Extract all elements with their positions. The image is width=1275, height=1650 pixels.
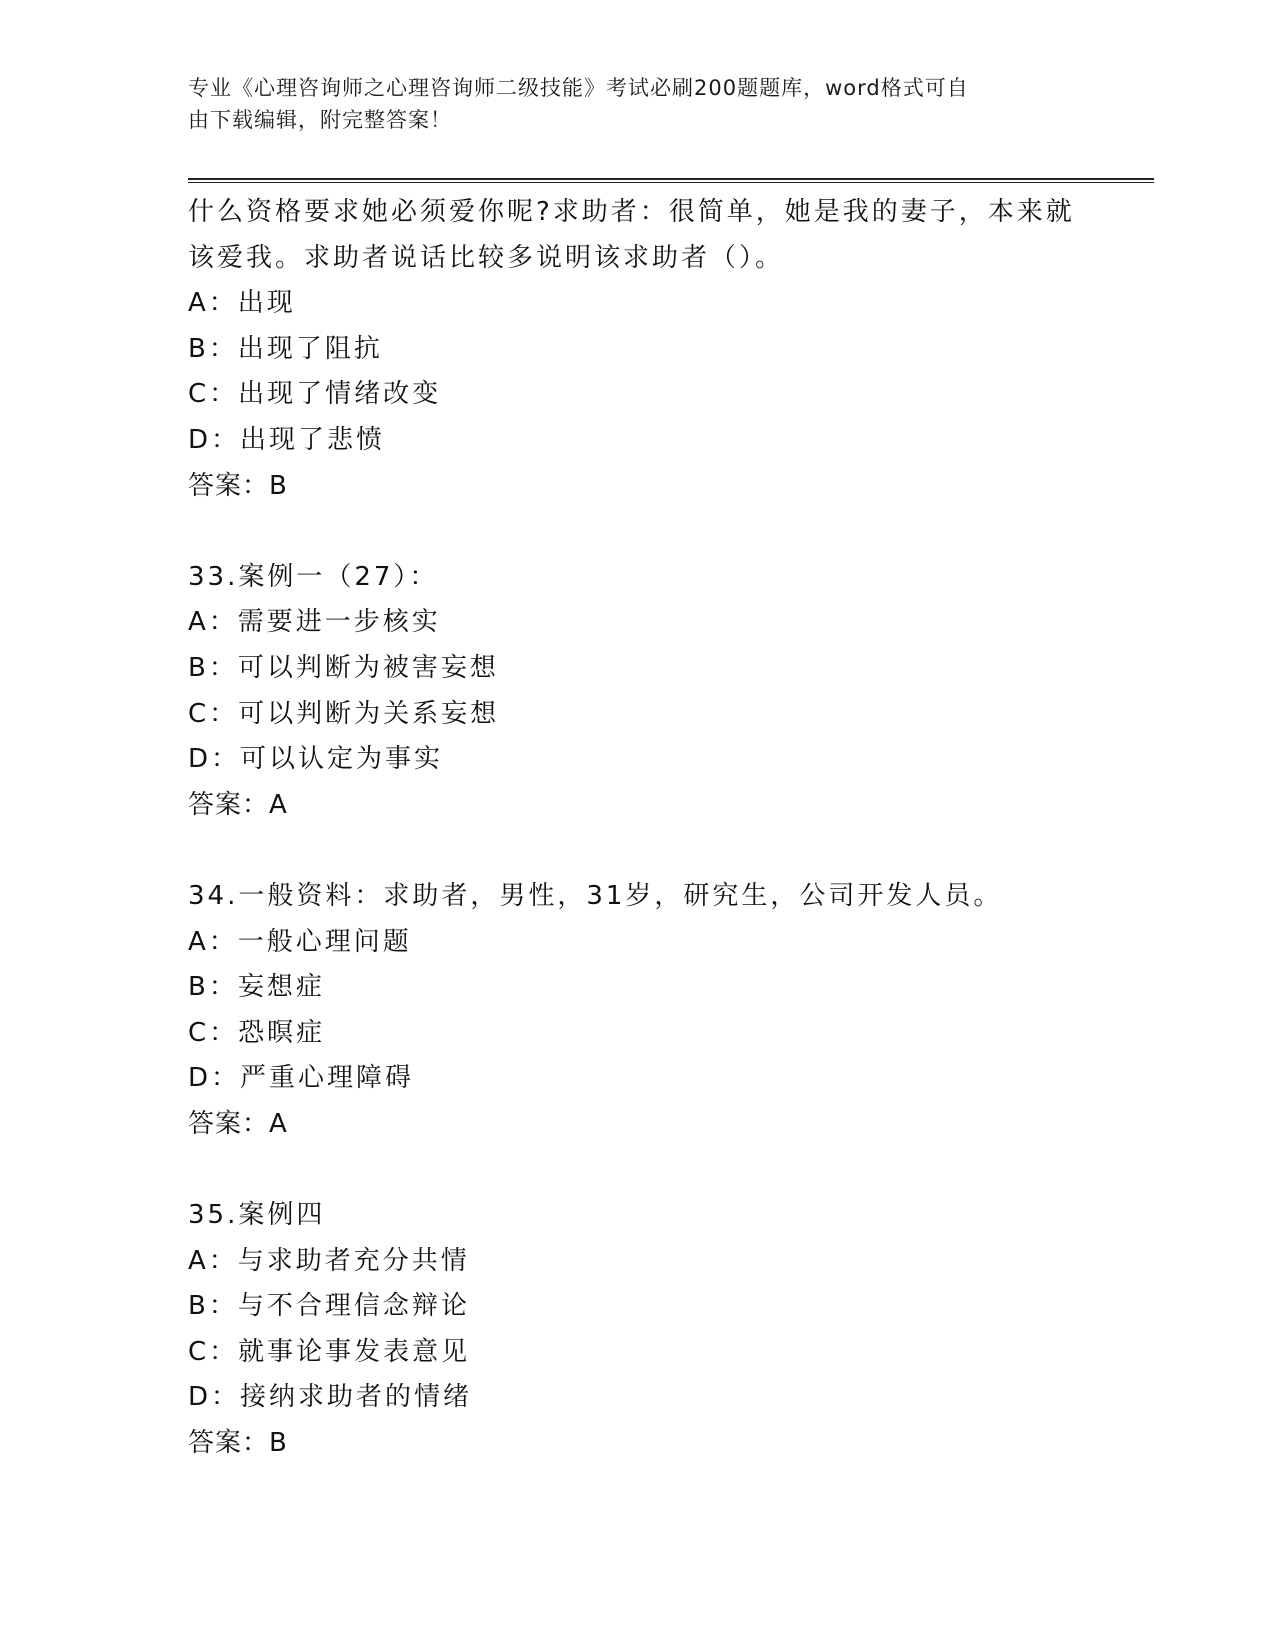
answer-label: 答案：A: [188, 1108, 288, 1139]
option-b: B：出现了阻抗: [188, 333, 383, 364]
option-c: C：恐暝症: [188, 1017, 326, 1048]
option-a: A：一般心理问题: [188, 926, 412, 957]
option-a: A：与求助者充分共情: [188, 1245, 470, 1276]
option-b: B：可以判断为被害妄想: [188, 652, 499, 683]
question-spacer: [188, 509, 1154, 555]
option-a: A：出现: [188, 288, 296, 319]
document-header: [188, 72, 1068, 136]
option-d: D：严重心理障碍: [188, 1063, 415, 1094]
answer-label: 答案：A: [188, 789, 288, 820]
option-b: B：与不合理信念辩论: [188, 1291, 470, 1322]
option-d: D：可以认定为事实: [188, 744, 444, 775]
question-stem: 34.一般资料：求助者，男性，31岁，研究生，公司开发人员。: [188, 880, 1003, 911]
question-33: [188, 555, 1154, 829]
option-d: D：接纳求助者的情绪: [188, 1382, 473, 1413]
option-c: C：可以判断为关系妄想: [188, 698, 500, 729]
question-32: [188, 190, 1154, 509]
question-stem: 33.案例一（27）：: [188, 561, 439, 592]
option-b: B：妄想症: [188, 972, 325, 1003]
option-c: C：就事论事发表意见: [188, 1336, 471, 1367]
answer-label: 答案：B: [188, 1428, 288, 1459]
question-34: [188, 874, 1154, 1148]
question-35: [188, 1193, 1154, 1467]
question-stem: 什么资格要求她必须爱你呢?求助者：很简单，她是我的妻子，本来就: [188, 197, 1075, 227]
answer-label: 答案：B: [188, 470, 288, 501]
option-a: A：需要进一步核实: [188, 607, 441, 638]
question-spacer: [188, 1147, 1154, 1193]
option-c: C：出现了情绪改变: [188, 379, 442, 410]
header-line-2: 由下载编辑，附完整答案！: [188, 108, 452, 132]
header-line-1: 专业《心理咨询师之心理咨询师二级技能》考试必刷200题题库，word格式可自: [188, 76, 969, 100]
question-spacer: [188, 828, 1154, 874]
header-divider: [188, 178, 1154, 183]
question-list: [188, 190, 1154, 1467]
question-stem: 35.案例四: [188, 1200, 326, 1231]
option-d: D：出现了悲愤: [188, 424, 386, 455]
question-stem: 该爱我。求助者说话比较多说明该求助者（）。: [188, 242, 785, 273]
